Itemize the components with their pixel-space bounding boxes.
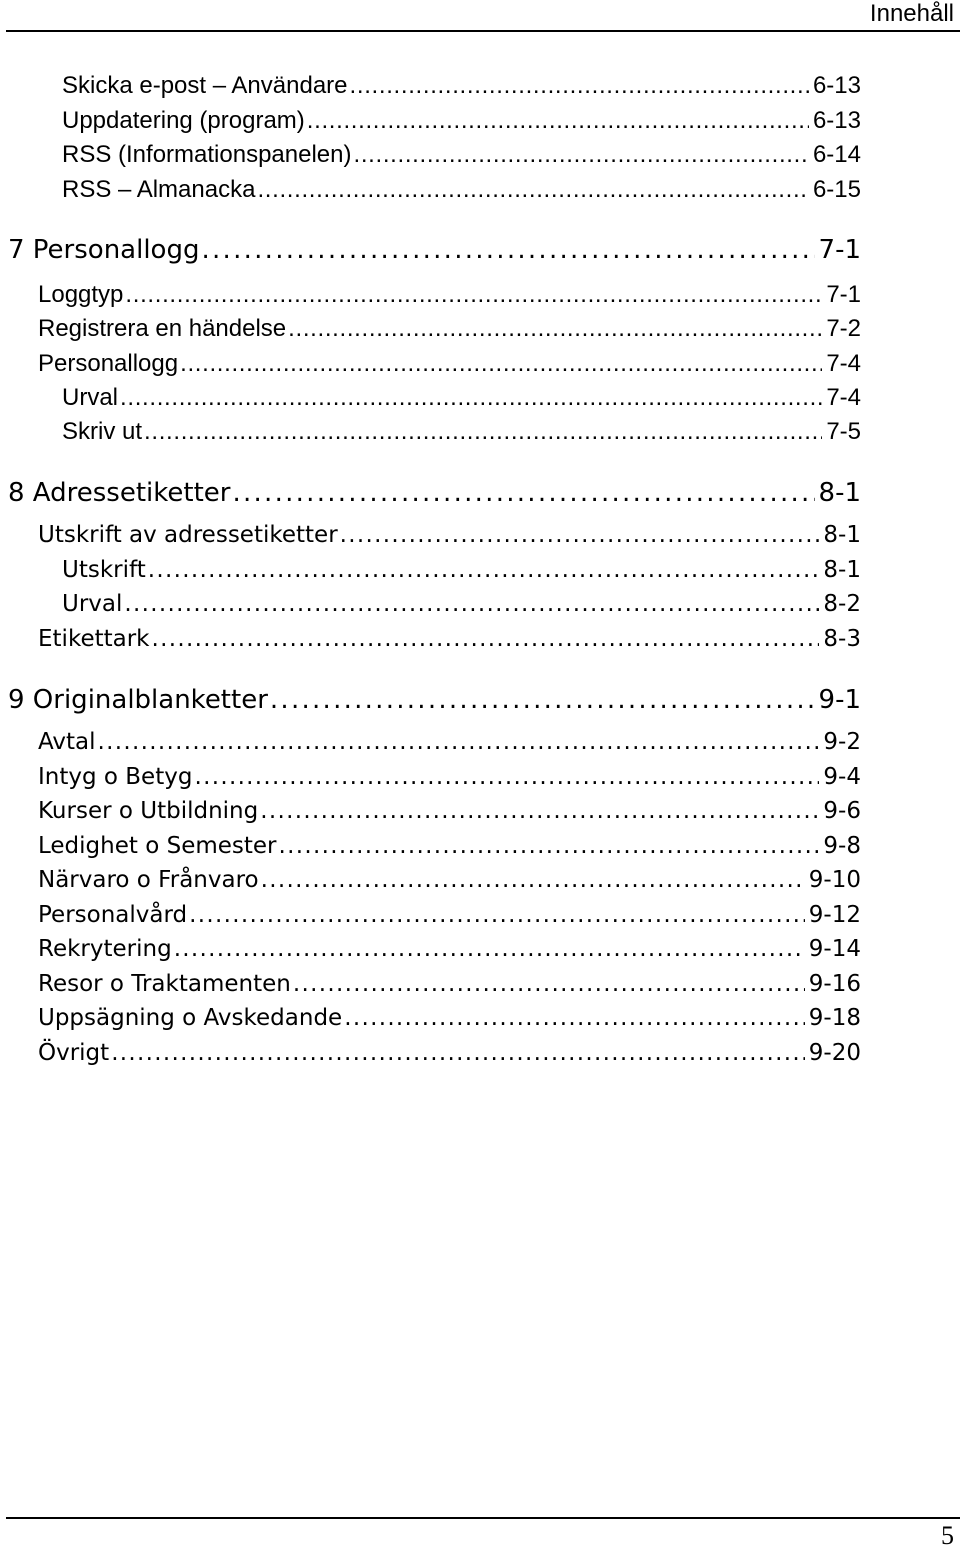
- dot-leader: [340, 522, 820, 548]
- toc-entry-title: Resor o Traktamenten: [38, 971, 291, 997]
- toc-entry-title: Loggtyp: [38, 281, 124, 308]
- toc-entry-title: Registrera en händelse: [38, 315, 287, 342]
- toc-entry-page: 9-18: [808, 1005, 861, 1031]
- toc-entry-title: Kurser o Utbildning: [38, 798, 259, 824]
- dot-leader: [288, 315, 822, 343]
- dot-leader: [353, 141, 808, 169]
- toc-entry-page: 6-13: [812, 107, 861, 134]
- toc-entry-title: RSS – Almanacka: [62, 176, 256, 203]
- toc-entry-title: Övrigt: [38, 1040, 110, 1066]
- toc-chapter-page: 9-1: [818, 685, 861, 715]
- dot-leader: [344, 1005, 805, 1031]
- toc-entry-rss-informationspanelen[interactable]: [62, 141, 861, 173]
- toc-chapter-7-personallogg[interactable]: [8, 235, 861, 267]
- toc-entry-page: 8-2: [823, 591, 861, 617]
- toc-chapter-title: 7 Personallogg: [8, 235, 200, 265]
- dot-leader: [257, 176, 809, 204]
- dot-leader: [270, 685, 815, 715]
- toc-entry-title: Personallogg: [38, 350, 179, 377]
- toc-entry-page: 6-14: [812, 141, 861, 168]
- toc-entry-rss-almanacka[interactable]: [62, 176, 861, 208]
- dot-leader: [148, 557, 820, 583]
- toc-entry-rekrytering[interactable]: [38, 936, 861, 968]
- dot-leader: [279, 833, 820, 859]
- toc-entry-title: Uppdatering (program): [62, 107, 305, 134]
- toc-entry-title: Skicka e-post – Användare: [62, 72, 348, 99]
- running-header-title: Innehåll: [869, 0, 954, 27]
- toc-entry-title: Utskrift: [62, 557, 146, 583]
- toc-entry-personallogg[interactable]: [38, 350, 861, 382]
- toc-entry-title: RSS (Informationspanelen): [62, 141, 352, 168]
- toc-entry-page: 9-4: [823, 764, 861, 790]
- toc-entry-uppsagning-o-avskedande[interactable]: [38, 1005, 861, 1037]
- toc-entry-title: Ledighet o Semester: [38, 833, 277, 859]
- toc-entry-title: Rekrytering: [38, 936, 172, 962]
- dot-leader: [350, 72, 809, 100]
- toc-entry-page: 6-13: [812, 72, 861, 99]
- toc-entry-skicka-e-post[interactable]: [62, 72, 861, 104]
- toc-entry-uppdatering[interactable]: [62, 107, 861, 139]
- toc-entry-title: Personalvård: [38, 902, 188, 928]
- dot-leader: [293, 971, 805, 997]
- header-divider: [6, 30, 960, 32]
- toc-entry-title: Utskrift av adressetiketter: [38, 522, 338, 548]
- toc-entry-title: Etikettark: [38, 626, 150, 652]
- toc-chapter-page: 7-1: [818, 235, 861, 265]
- toc-entry-page: 6-15: [812, 176, 861, 203]
- toc-entry-page: 9-14: [808, 936, 861, 962]
- toc-entry-loggtyp[interactable]: [38, 281, 861, 313]
- dot-leader: [144, 418, 822, 446]
- toc-entry-page: 7-4: [826, 350, 861, 377]
- dot-leader: [260, 798, 819, 824]
- toc-entry-ledighet-o-semester[interactable]: [38, 833, 861, 865]
- toc-entry-page: 8-1: [823, 522, 861, 548]
- toc-entry-page: 7-2: [826, 315, 861, 342]
- toc-entry-page: 8-1: [823, 557, 861, 583]
- toc-entry-page: 9-20: [808, 1040, 861, 1066]
- toc-entry-page: 8-3: [823, 626, 861, 652]
- toc-entry-narvaro-o-franvaro[interactable]: [38, 867, 861, 899]
- dot-leader: [232, 478, 814, 508]
- toc-entry-title: Närvaro o Frånvaro: [38, 867, 259, 893]
- toc-entry-title: Intyg o Betyg: [38, 764, 193, 790]
- toc-entry-ovrigt[interactable]: [38, 1040, 861, 1072]
- toc-entry-page: 9-6: [823, 798, 861, 824]
- toc-entry-etikettark[interactable]: [38, 626, 861, 658]
- toc-entry-utskrift-av-adressetiketter[interactable]: [38, 522, 861, 554]
- toc-entry-page: 9-16: [808, 971, 861, 997]
- toc-entry-resor-o-traktamenten[interactable]: [38, 971, 861, 1003]
- dot-leader: [189, 902, 805, 928]
- dot-leader: [98, 729, 820, 755]
- toc-entry-urval-7[interactable]: [62, 384, 861, 416]
- toc-chapter-9-originalblanketter[interactable]: [8, 685, 861, 717]
- toc-entry-utskrift[interactable]: [62, 557, 861, 589]
- toc-entry-urval-8[interactable]: [62, 591, 861, 623]
- toc-entry-page: 9-10: [808, 867, 861, 893]
- toc-entry-page: 9-12: [808, 902, 861, 928]
- toc-entry-page: 9-8: [823, 833, 861, 859]
- toc-entry-kurser-o-utbildning[interactable]: [38, 798, 861, 830]
- dot-leader: [125, 281, 822, 309]
- dot-leader: [307, 107, 809, 135]
- dot-leader: [194, 764, 819, 790]
- dot-leader: [261, 867, 805, 893]
- dot-leader: [152, 626, 820, 652]
- dot-leader: [124, 591, 819, 617]
- footer-divider: [6, 1517, 960, 1519]
- toc-entry-page: 7-4: [826, 384, 861, 411]
- toc-entry-title: Avtal: [38, 729, 96, 755]
- toc-chapter-title: 8 Adressetiketter: [8, 478, 231, 508]
- toc-entry-page: 7-5: [826, 418, 861, 445]
- toc-entry-title: Urval: [62, 591, 123, 617]
- toc-entry-personalvard[interactable]: [38, 902, 861, 934]
- page-number: 5: [941, 1521, 954, 1550]
- toc-chapter-8-adressetiketter[interactable]: [8, 478, 861, 510]
- toc-chapter-title: 9 Originalblanketter: [8, 685, 268, 715]
- dot-leader: [174, 936, 805, 962]
- dot-leader: [201, 235, 814, 265]
- toc-entry-page: 7-1: [826, 281, 861, 308]
- toc-entry-skriv-ut[interactable]: [62, 418, 861, 450]
- toc-entry-page: 9-2: [823, 729, 861, 755]
- toc-entry-intyg-o-betyg[interactable]: [38, 764, 861, 796]
- toc-entry-registrera-en-handelse[interactable]: [38, 315, 861, 347]
- dot-leader: [111, 1040, 805, 1066]
- dot-leader: [180, 350, 822, 378]
- dot-leader: [120, 384, 822, 412]
- toc-chapter-page: 8-1: [818, 478, 861, 508]
- toc-entry-title: Urval: [62, 384, 119, 411]
- toc-entry-title: Uppsägning o Avskedande: [38, 1005, 343, 1031]
- toc-entry-avtal[interactable]: [38, 729, 861, 761]
- toc-entry-title: Skriv ut: [62, 418, 143, 445]
